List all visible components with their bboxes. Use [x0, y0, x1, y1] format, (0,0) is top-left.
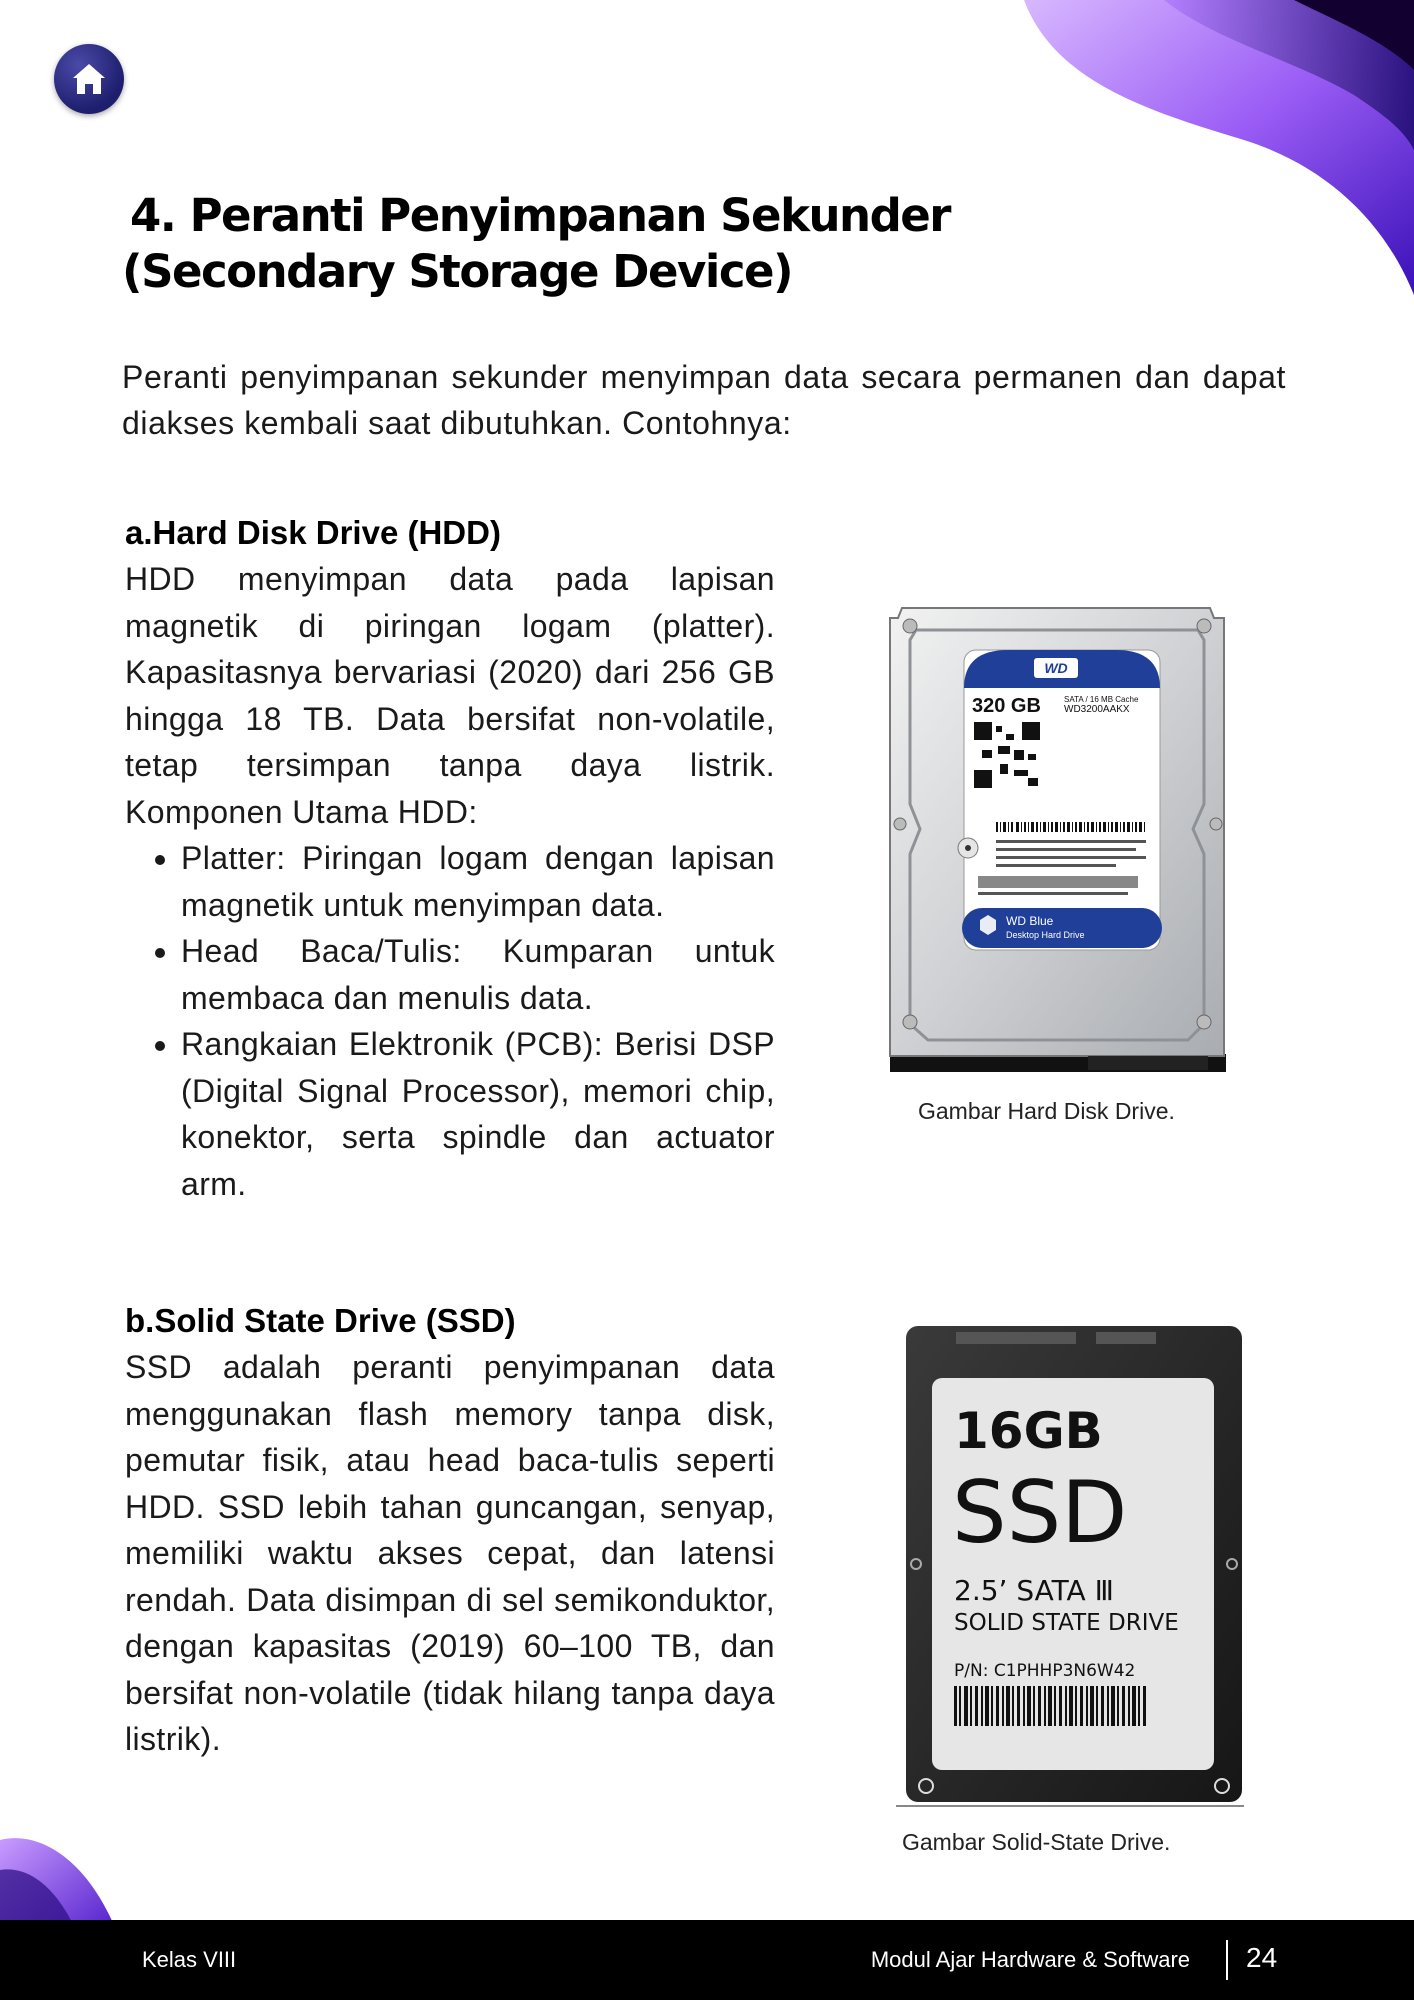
page-title-line2: (Secondary Storage Device) [122, 245, 793, 298]
ssd-interface-text: 2.5’ SATA Ⅲ [954, 1574, 1114, 1607]
page-number: 24 [1246, 1942, 1278, 1973]
page-title [122, 188, 1022, 300]
ssd-capacity-text: 16GB [954, 1402, 1103, 1460]
hdd-component-list [125, 835, 775, 1207]
ssd-type-text: SSD [952, 1463, 1128, 1563]
footer-separator [1226, 1940, 1228, 1980]
hdd-capacity-text: 320 GB [972, 695, 1041, 717]
hdd-section [125, 510, 775, 1207]
ssd-desc-text: SOLID STATE DRIVE [954, 1610, 1179, 1636]
list-item: • Platter: Piringan logam dengan lapisan magnetik untuk menyimpan data. [181, 835, 775, 928]
hdd-model-text: WD3200AAKX [1064, 704, 1130, 715]
footer-module-title: Modul Ajar Hardware & Software [870, 1947, 1190, 1972]
ssd-heading: b.Solid State Drive (SSD) [125, 1302, 516, 1339]
ssd-section [125, 1298, 775, 1763]
purple-wave-decoration [994, 0, 1414, 300]
page-footer [0, 1920, 1414, 2000]
ssd-barcode [954, 1686, 1146, 1726]
hdd-heading: a.Hard Disk Drive (HDD) [125, 514, 501, 551]
intro-paragraph: Peranti penyimpanan sekunder menyimpan data secara permanen dan dapat diakses kembali saat dibutuhkan. Contohnya: [122, 359, 1286, 441]
hdd-image [888, 604, 1228, 1074]
home-icon [70, 61, 108, 97]
ssd-pn-text: P/N: C1PHHP3N6W42 [954, 1661, 1136, 1681]
home-button[interactable] [54, 44, 124, 114]
list-item: • Head Baca/Tulis: Kumparan untuk membaca dan menulis data. [181, 928, 775, 1021]
page-title-line1: 4. Peranti Penyimpanan Sekunder [130, 189, 950, 242]
ssd-caption: Gambar Solid-State Drive. [902, 1829, 1171, 1855]
hdd-brand-text: WD [1044, 660, 1068, 676]
hdd-caption: Gambar Hard Disk Drive. [918, 1098, 1175, 1124]
list-item: • Rangkaian Elektronik (PCB): Berisi DSP (Digital Signal Processor), memori chip, konektor, serta spindle dan actuator arm. [181, 1021, 775, 1207]
qr-code [974, 722, 1040, 788]
ssd-image [896, 1324, 1246, 1810]
hdd-series-sub-text: Desktop Hard Drive [1006, 930, 1085, 940]
footer-class-label: Kelas VIII [142, 1947, 237, 1972]
ssd-body: SSD adalah peranti penyimpanan data menggunakan flash memory tanpa disk, pemutar fisik, atau head baca-tulis seperti HDD. SSD lebih tahan guncangan, senyap, memiliki waktu akses cepat, dan latensi rendah. Data disimpan di sel semikonduktor, dengan kapasitas (2019) 60–100 TB, dan bersifat non-volatile (tidak hilang tanpa daya listrik). [125, 1349, 775, 1757]
hdd-spec-text: SATA / 16 MB Cache [1064, 695, 1139, 704]
hdd-body: HDD menyimpan data pada lapisan magnetik di piringan logam (platter). Kapasitasnya bervariasi (2020) dari 256 GB hingga 18 TB. Data bersifat non-volatile, tetap tersimpan tanpa daya listrik. Komponen Utama HDD: [125, 561, 775, 830]
hdd-series-text: WD Blue [1006, 914, 1054, 928]
